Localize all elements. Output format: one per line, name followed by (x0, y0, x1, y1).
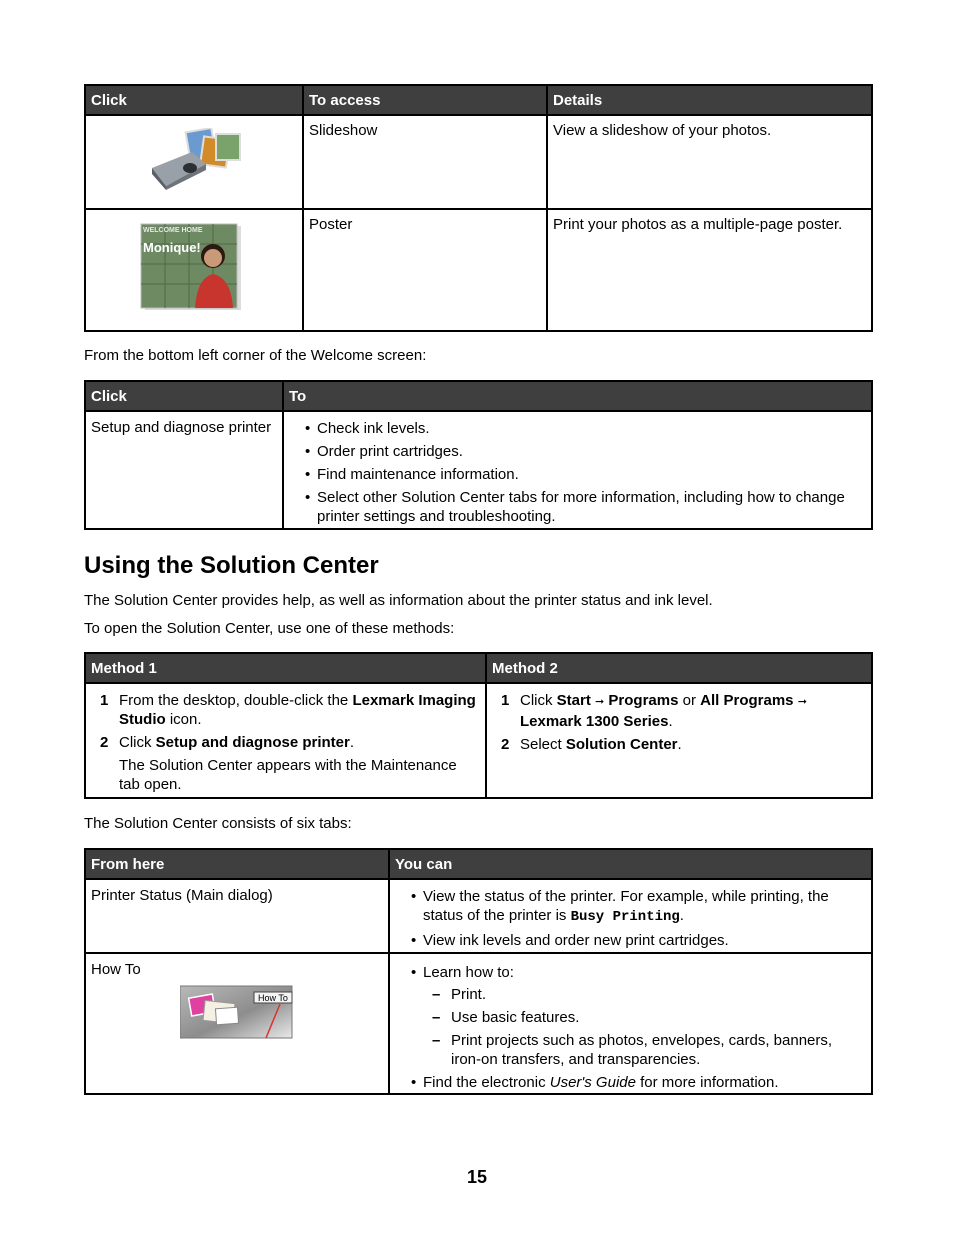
method-2-steps (492, 691, 866, 754)
step-text: icon. (165, 711, 202, 728)
status-code-text: Busy Printing (570, 909, 680, 925)
how-to-list (395, 963, 866, 1092)
list-item (492, 691, 866, 731)
step-bold-text: Start (556, 692, 591, 709)
list-item (395, 887, 866, 927)
list-item (91, 733, 480, 794)
header-method-2: Method 2 (486, 653, 872, 683)
step-text: From the desktop, double-click the (119, 692, 353, 709)
table-row (85, 683, 872, 798)
step-bold-text: Lexmark 1300 Series (520, 713, 669, 730)
header-you-can: You can (389, 849, 872, 879)
list-item: • Check ink levels. (289, 419, 866, 438)
list-item: – Use basic features. (423, 1008, 866, 1027)
poster-icon (139, 222, 249, 314)
list-item: • Find maintenance information. (289, 465, 866, 484)
header-click: Click (85, 85, 303, 115)
step-text: Click (520, 692, 557, 709)
arrow-icon: ➞ (797, 696, 807, 708)
slideshow-icon-cell (85, 115, 303, 209)
list-item: • View ink levels and order new print cartridges. (395, 931, 866, 950)
item-text: Learn how to: (423, 964, 514, 981)
step-note: The Solution Center appears with the Maintenance tab open. (119, 757, 457, 793)
header-to: To (283, 381, 872, 411)
step-number: 2 (100, 734, 109, 751)
method-1-steps (91, 691, 480, 794)
arrow-icon: ➞ (595, 696, 605, 708)
printer-status-list (395, 887, 866, 950)
poster-banner-text: WELCOME HOME (143, 226, 203, 234)
header-click: Click (85, 381, 283, 411)
how-to-details (389, 953, 872, 1094)
item-text: for more information. (635, 1074, 779, 1091)
header-from-here: From here (85, 849, 389, 879)
header-to-access: To access (303, 85, 547, 115)
table-row (85, 879, 872, 953)
access-poster: Poster (303, 209, 547, 331)
solution-center-description: The Solution Center provides help, as well as information about the printer status and ink level. (84, 592, 713, 609)
printer-status-cell: Printer Status (Main dialog) (85, 879, 389, 953)
step-bold-text: Programs (608, 692, 679, 709)
step-text: . (349, 734, 355, 751)
table-header-row (85, 381, 872, 411)
table-row (85, 411, 872, 529)
list-item: – Print projects such as photos, envelopes, cards, banners, iron-on transfers, and transparencies. (423, 1031, 866, 1069)
list-item: • Select other Solution Center tabs for more information, including how to change printer settings and troubleshooting. (289, 488, 866, 526)
details-slideshow: View a slideshow of your photos. (547, 115, 872, 209)
step-number: 1 (501, 692, 510, 709)
tabs-table (84, 848, 873, 1095)
setup-to-cell (283, 411, 872, 529)
table-header-row (85, 849, 872, 879)
slideshow-projector-icon (144, 128, 244, 192)
step-text: . (677, 736, 682, 753)
step-bold-text: Solution Center (565, 736, 678, 753)
how-to-sublist (423, 985, 866, 1069)
header-method-1: Method 1 (85, 653, 486, 683)
method-1-cell (85, 683, 486, 798)
how-to-cell (85, 953, 389, 1094)
setup-click-cell: Setup and diagnose printer (85, 411, 283, 529)
item-text: Find the electronic (423, 1074, 550, 1091)
list-item: – Print. (423, 985, 866, 1004)
open-methods-intro: To open the Solution Center, use one of these methods: (84, 620, 455, 637)
methods-table (84, 652, 873, 799)
features-table (84, 84, 873, 332)
table-header-row (85, 85, 872, 115)
page-number: 15 (466, 1167, 488, 1187)
step-number: 1 (100, 692, 109, 709)
details-poster: Print your photos as a multiple-page poster. (547, 209, 872, 331)
step-number: 2 (501, 736, 510, 753)
item-text: View the status of the printer. For example, while printing, the status of the printer is (423, 888, 829, 924)
list-item (91, 691, 480, 729)
step-text: . (668, 713, 673, 730)
how-to-icon-wrap (91, 984, 383, 1045)
table-row (85, 209, 872, 331)
table-row (85, 953, 872, 1094)
header-details: Details (547, 85, 872, 115)
welcome-corner-intro: From the bottom left corner of the Welcome screen: (84, 347, 427, 364)
six-tabs-intro: The Solution Center consists of six tabs: (84, 815, 352, 832)
step-bold-text: Setup and diagnose printer (155, 734, 350, 751)
step-text: or (678, 692, 701, 709)
step-text: Select (520, 736, 566, 753)
setup-table (84, 380, 873, 530)
item-text: . (679, 907, 684, 924)
step-text: Click (119, 734, 156, 751)
how-to-label: How To (91, 961, 141, 978)
poster-icon-cell (85, 209, 303, 331)
table-header-row (85, 653, 872, 683)
step-bold-text: All Programs (700, 692, 794, 709)
table-row (85, 115, 872, 209)
how-to-icon-label: How To (258, 993, 288, 1003)
method-2-cell (486, 683, 872, 798)
list-item: • Order print cartridges. (289, 442, 866, 461)
list-item (492, 735, 866, 754)
list-item (395, 963, 866, 1069)
step-bold-text: Lexmark Imaging Studio (119, 692, 476, 728)
poster-name-text: Monique! (143, 239, 201, 255)
printer-status-details (389, 879, 872, 953)
access-slideshow: Slideshow (303, 115, 547, 209)
list-item (395, 1073, 866, 1092)
section-heading: Using the Solution Center (84, 552, 379, 579)
setup-bullet-list (289, 419, 866, 526)
how-to-icon (180, 984, 296, 1040)
users-guide-title: User's Guide (549, 1074, 636, 1091)
